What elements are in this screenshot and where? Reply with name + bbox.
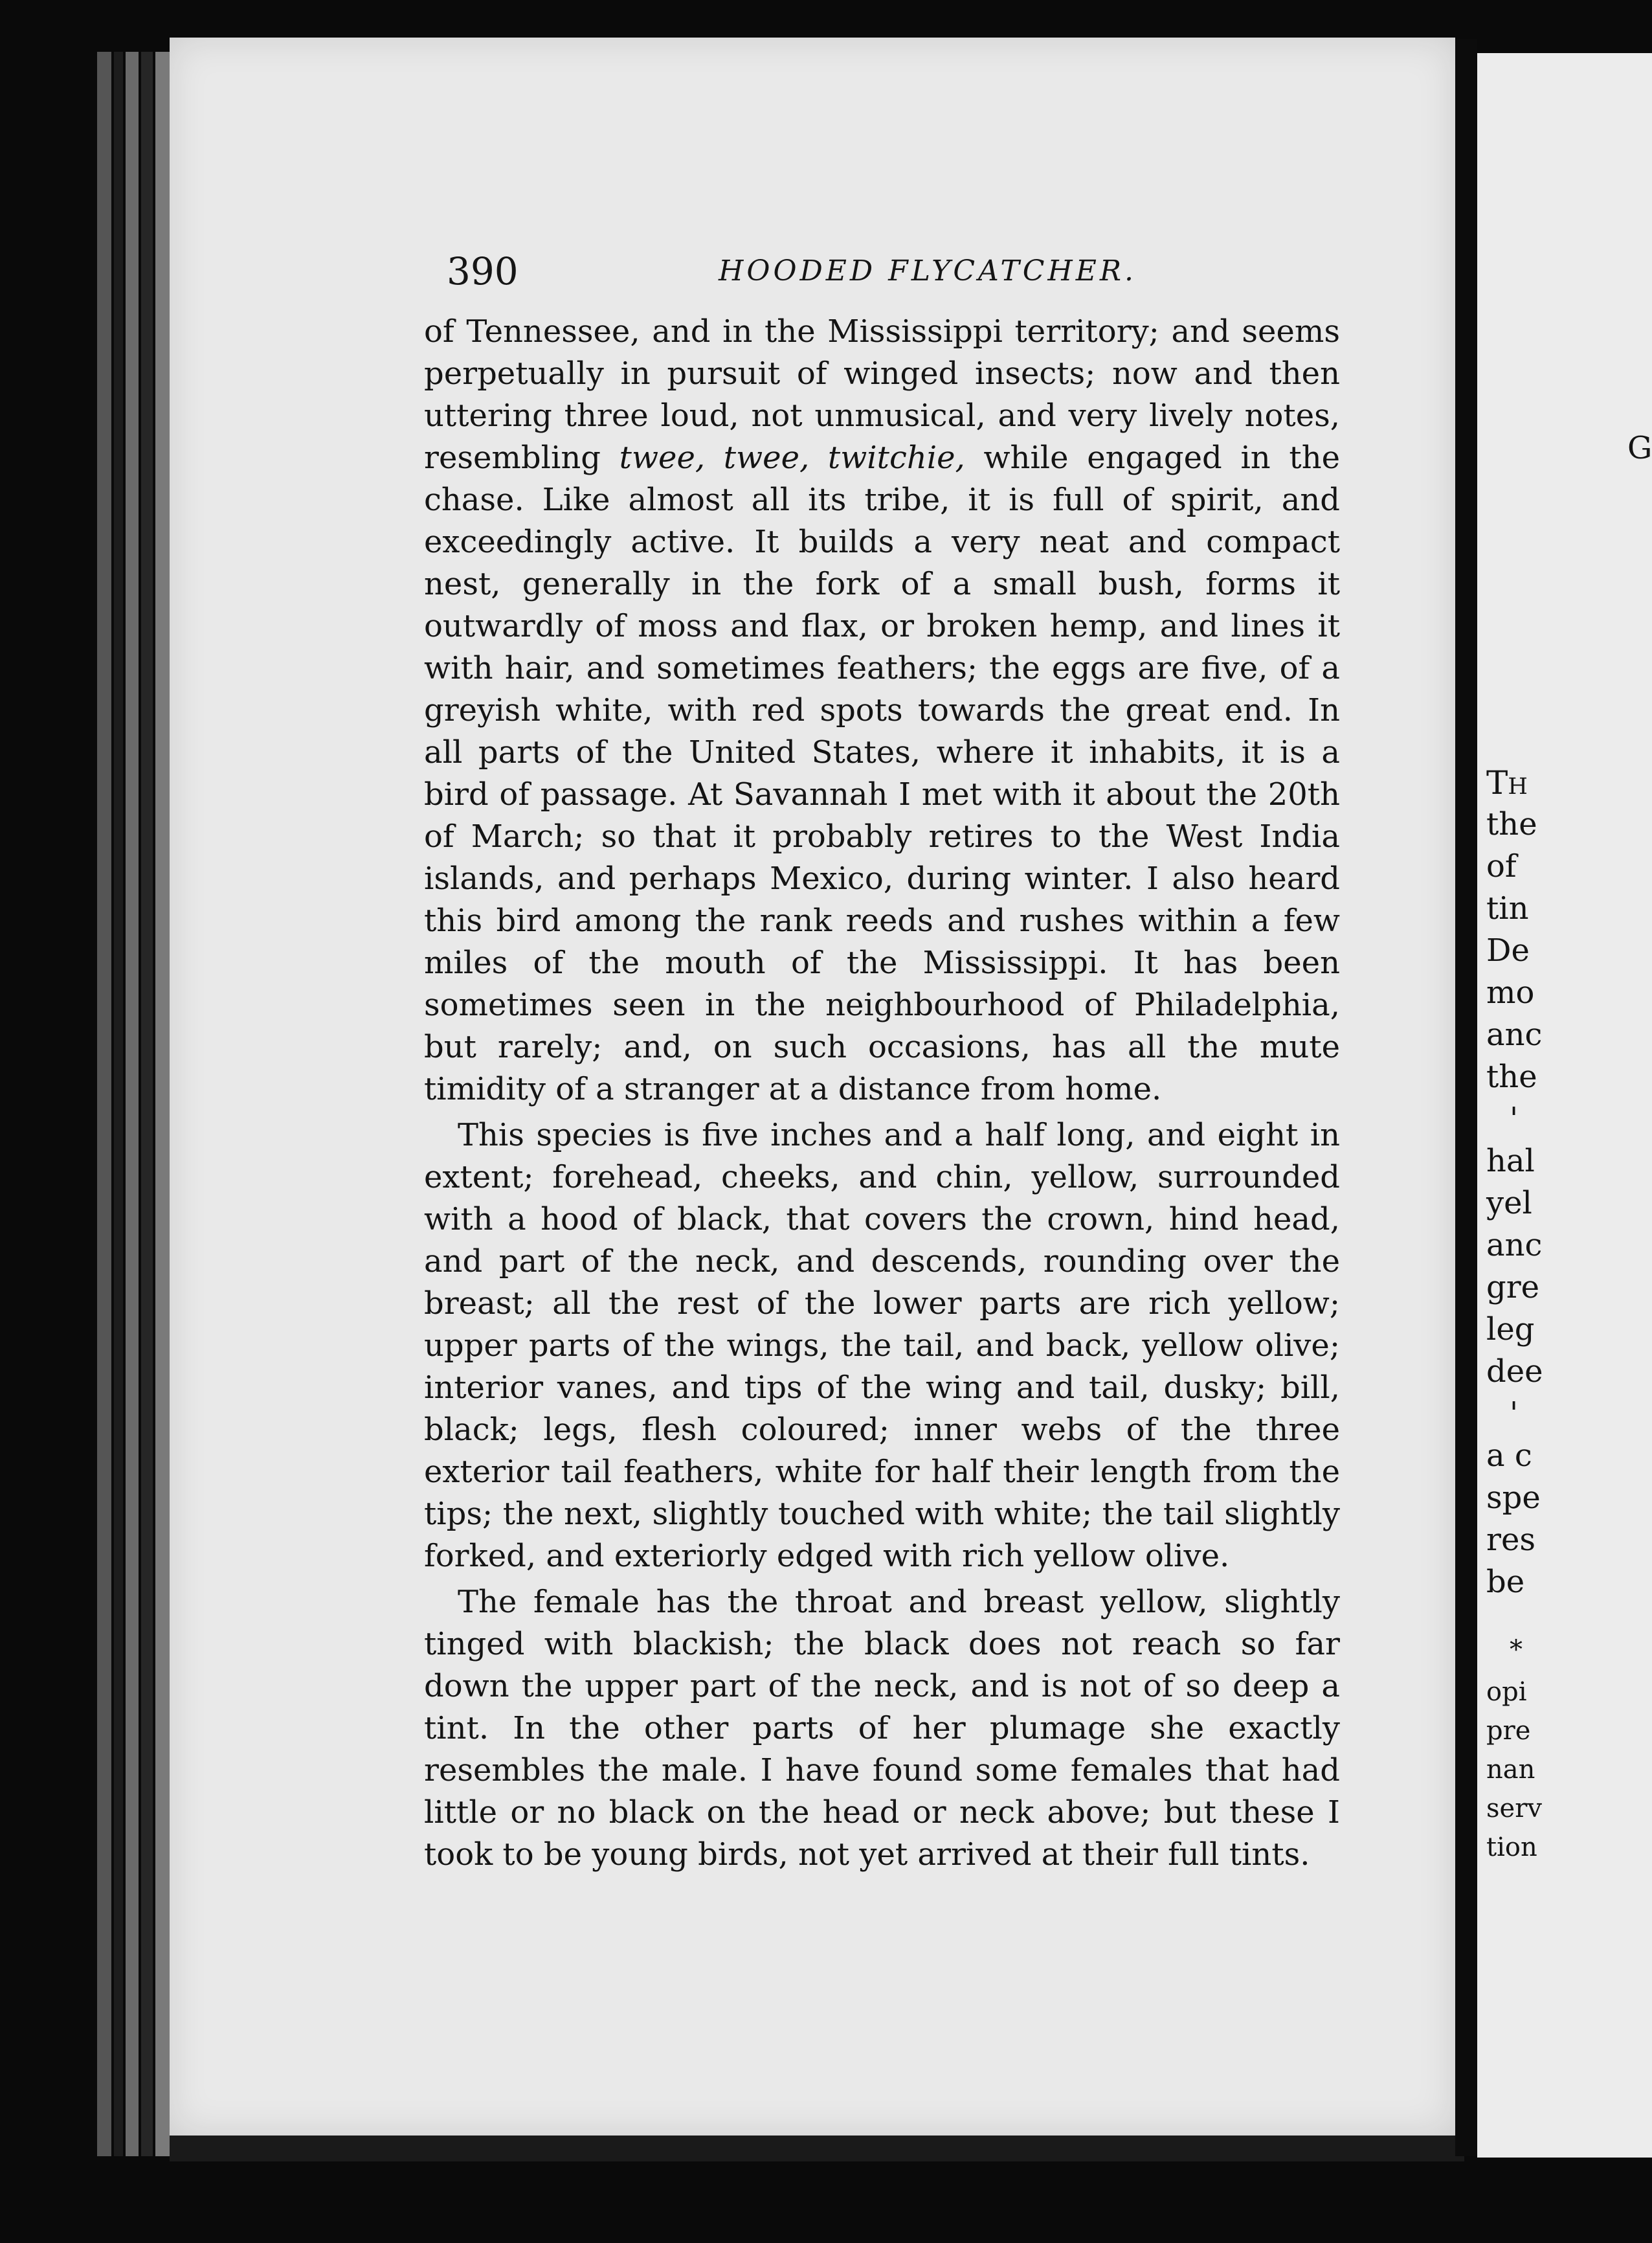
facing-fragment: a c [1486,1437,1532,1474]
book-edge [141,52,153,2156]
facing-fragment: tion [1486,1832,1537,1862]
book-edge [97,52,111,2156]
facing-fragment: hal [1486,1143,1535,1179]
running-head: HOODED FLYCATCHER. [719,254,1137,287]
book-edge [114,52,123,2156]
page-header [447,249,1366,301]
song-notation: twee, twee, twitchie, [619,440,965,476]
facing-fragment: ' [1510,1101,1519,1137]
facing-fragment: spe [1486,1480,1541,1516]
facing-fragment: De [1486,932,1530,969]
facing-fragment: gre [1486,1269,1540,1305]
facing-fragment: ' [1510,1395,1519,1432]
facing-fragment: G [1627,430,1652,466]
book-edge [126,52,139,2156]
facing-fragment: pre [1486,1716,1531,1746]
facing-fragment: nan [1486,1755,1535,1785]
facing-fragment: leg [1486,1311,1535,1347]
facing-fragment: tin [1486,890,1529,927]
facing-fragment: opi [1486,1677,1527,1707]
facing-page-text [1486,0,1652,2243]
facing-fragment: serv [1486,1794,1542,1823]
paragraph-3: The female has the throat and breast yellow, slightly tinged with blackish; the black does not reach so far down the upper part of the neck, and is not of so deep a tint. In the other parts of her plumage she exactly resembles the male. I have found some females that had little or no black on the head or neck above; but these I took to be young birds, not yet arrived at their full tints. [424,1584,1340,1873]
facing-fragment: res [1486,1522,1535,1558]
book-gutter [1455,39,1477,2156]
body-text [424,311,1340,1880]
paragraph-1-start: of Tennessee, and in the Mississippi territory; and seems perpetually in pursuit of winged insects; now and then uttering three loud, not unmusical, and very lively notes, resembling [424,313,1340,476]
facing-fragment: the [1486,806,1537,842]
facing-fragment: yel [1486,1185,1532,1221]
paragraph-1-end: while engaged in the chase. Like almost all its tribe, it is full of spirit, and exceedingly active. It builds a very neat and compact nest, generally in the fork of a small bush, forms it outwardly of moss and flax, or broken hemp, and lines it with hair, and sometimes feathers; the eggs are five, of a greyish white, with red spots towards the great end. In all parts of the United States, where it inhabits, it is a bird of passage. At Savannah I met with it about the 20th of March; so that it probably retires to the West India islands, and perhaps Mexico, during winter. I also heard this bird among the rank reeds and rushes within a few miles of the mouth of the Mississippi. It has been sometimes seen in the neighbourhood of Philadelphia, but rarely; and, on such occasions, has all the mute timidity of a stranger at a distance from home. [424,440,1341,1107]
facing-fragment: be [1486,1564,1525,1600]
facing-fragment: Th [1486,764,1528,802]
facing-fragment: mo [1486,975,1535,1011]
facing-fragment: anc [1486,1017,1543,1053]
page-number: 390 [447,249,519,293]
paragraph-2: This species is five inches and a half long, and eight in extent; forehead, cheeks, and chin, yellow, surrounded with a hood of black, that covers the crown, hind head, and part of the neck, and descends, rounding over the breast; all the rest of the lower parts are rich yellow; upper parts of the wings, the tail, and back, yellow olive; interior vanes, and tips of the wing and tail, dusky; bill, black; legs, flesh coloured; inner webs of the three exterior tail feathers, white for half their length from the tips; the next, slightly touched with white; the tail slightly forked, and exteriorly edged with rich yellow olive. [424,1117,1340,1574]
page-bottom-edge [170,2136,1464,2161]
facing-fragment: anc [1486,1227,1543,1263]
facing-fragment: of [1486,848,1517,885]
book-edge [155,52,171,2156]
facing-fragment: dee [1486,1353,1543,1390]
paragraph-1 [424,311,1340,1110]
facing-fragment: * [1510,1635,1523,1665]
facing-fragment: the [1486,1059,1537,1095]
